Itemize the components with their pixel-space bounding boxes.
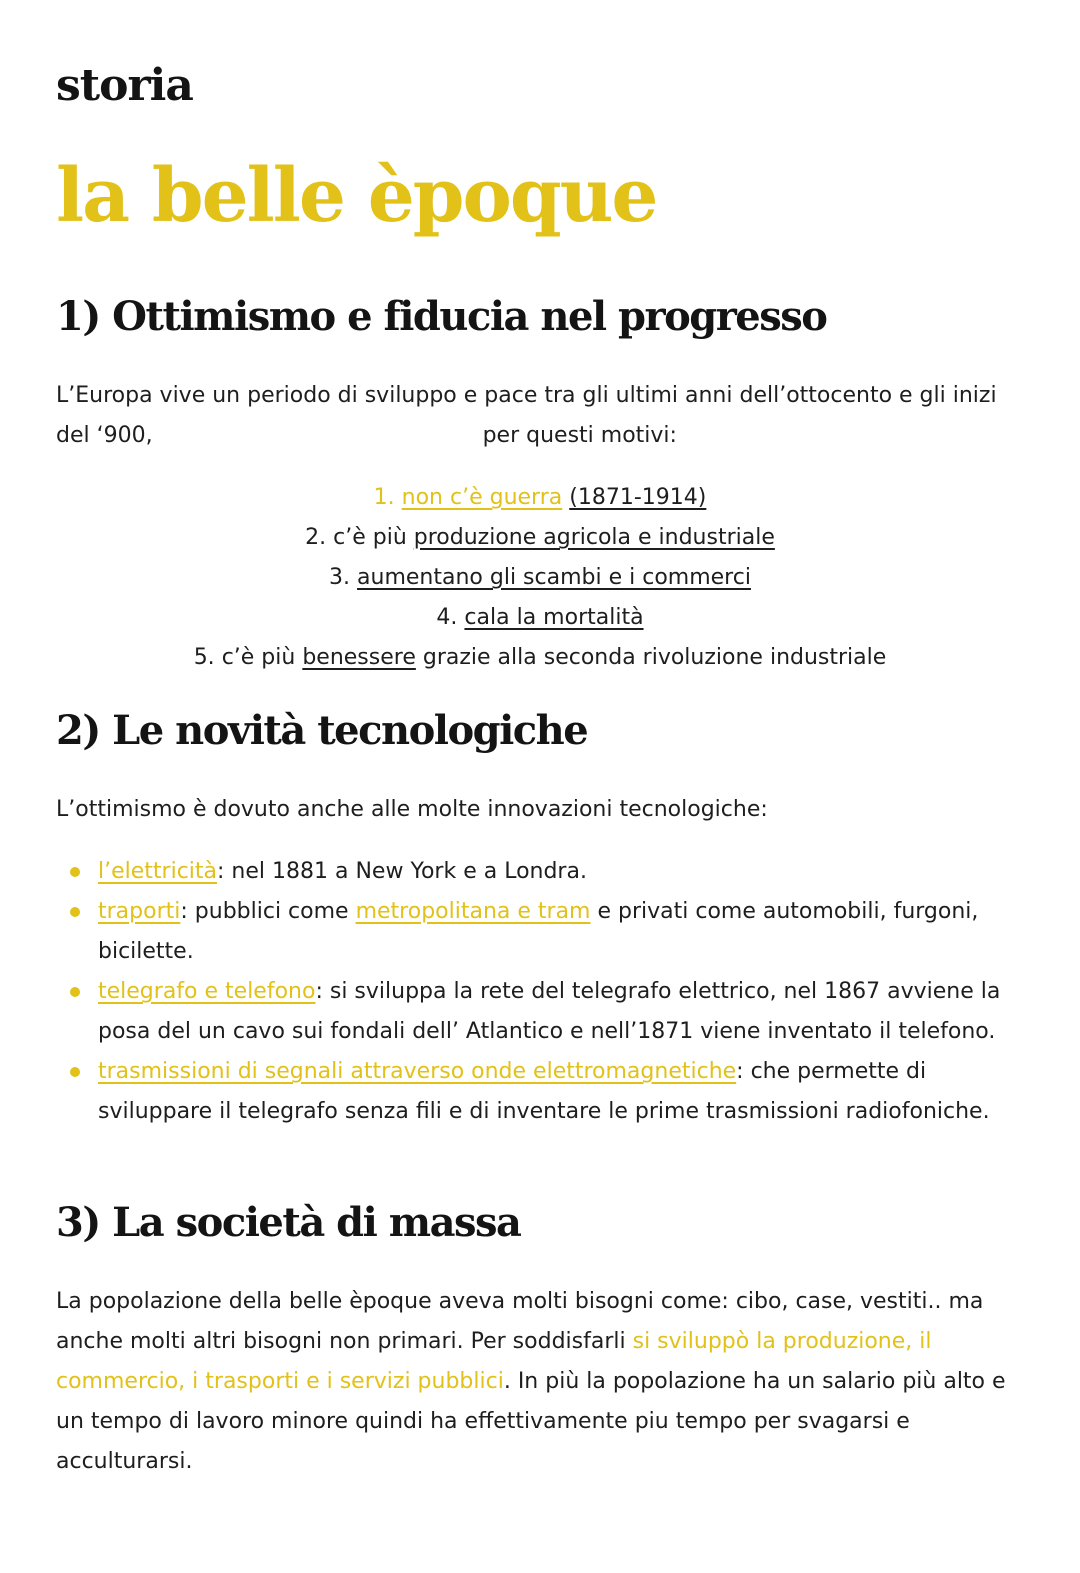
reason-text-2: produzione agricola e industriale xyxy=(413,525,775,550)
reason-num-1: 1. xyxy=(373,485,395,510)
section1-intro-line2-b: per questi motivi: xyxy=(482,423,677,448)
reason-year-1: (1871-1914) xyxy=(569,485,707,510)
subject-label: storia xyxy=(56,60,193,111)
innovation-term-2: traporti xyxy=(98,899,181,924)
section1-heading: 1) Ottimismo e fiducia nel progresso xyxy=(56,293,827,340)
reason-item-1 xyxy=(0,478,1080,518)
innovation-item-4 xyxy=(56,1052,1026,1132)
reason-num-5: 5. xyxy=(193,645,215,670)
innovation-text-4: : che permette di sviluppare il telegrafo senza fili e di inventare le prime trasmissioni radiofoniche. xyxy=(98,1059,990,1124)
reason-text-4: cala la mortalità xyxy=(464,605,644,630)
innovation-term-1: l’elettricità xyxy=(98,859,218,884)
innovations-list xyxy=(56,852,1026,1132)
innovation-item-1 xyxy=(56,852,1026,892)
page-title: la belle èpoque xyxy=(56,153,657,239)
innovation-text-2b: e privati come automobili, furgoni, bicilette. xyxy=(98,899,979,964)
innovation-term-3: telegrafo e telefono xyxy=(98,979,316,1004)
reason-item-5 xyxy=(0,638,1080,678)
reason-pre-5: c’è più xyxy=(221,645,296,670)
reason-post-5: grazie alla seconda rivoluzione industriale xyxy=(422,645,887,670)
section2-intro: L’ottimismo è dovuto anche alle molte innovazioni tecnologiche: xyxy=(56,797,768,822)
section1-intro-line1-text: L’Europa vive un periodo di sviluppo e pace tra gli ultimi anni dell’ottocento e gli inizi xyxy=(56,383,997,408)
reason-pre-2: c’è più xyxy=(333,525,407,550)
section3-heading: 3) La società di massa xyxy=(56,1199,521,1246)
section2-heading: 2) Le novità tecnologiche xyxy=(56,707,588,754)
reason-text-1: non c’è guerra xyxy=(401,485,563,510)
bullet-icon xyxy=(70,867,80,877)
bullet-icon xyxy=(70,1067,80,1077)
innovation-text-1: : nel 1881 a New York e a Londra. xyxy=(217,859,587,884)
innovation-term-2b: metropolitana e tram xyxy=(355,899,591,924)
reason-num-2: 2. xyxy=(305,525,327,550)
innovation-text-3: : si sviluppa la rete del telegrafo elettrico, nel 1867 avviene la posa del un cavo sui fondali dell’ Atlantico e nell’1871 viene inventato il telefono. xyxy=(98,979,1001,1044)
bullet-icon xyxy=(70,987,80,997)
section3-paragraph xyxy=(56,1282,1031,1482)
section1-intro-line2-a: del ‘900, xyxy=(56,423,153,448)
reason-num-4: 4. xyxy=(436,605,458,630)
section1-intro-line2 xyxy=(56,416,1026,456)
bullet-icon xyxy=(70,907,80,917)
reason-text-5: benessere xyxy=(302,645,416,670)
section1-intro-line1 xyxy=(56,376,1026,416)
section3-highlight: si sviluppò la produzione, il commercio, i trasporti e i servizi pubblici xyxy=(56,1329,932,1394)
reason-item-4 xyxy=(0,598,1080,638)
reasons-list xyxy=(0,478,1080,678)
reason-item-2 xyxy=(0,518,1080,558)
reason-num-3: 3. xyxy=(329,565,351,590)
section3-text-a: La popolazione della belle èpoque aveva molti bisogni come: cibo, case, vestiti.. ma anche molti altri bisogni non primari. Per soddisfarli xyxy=(56,1289,984,1354)
innovation-item-3 xyxy=(56,972,1026,1052)
section3-text-b: . In più la popolazione ha un salario più alto e un tempo di lavoro minore quindi ha effettivamente piu tempo per svagarsi e acculturarsi. xyxy=(56,1369,1006,1474)
reason-text-3: aumentano gli scambi e i commerci xyxy=(357,565,751,590)
innovation-item-2 xyxy=(56,892,1026,972)
reason-item-3 xyxy=(0,558,1080,598)
innovation-term-4: trasmissioni di segnali attraverso onde elettromagnetiche xyxy=(98,1059,737,1084)
innovation-text-2a: : pubblici come xyxy=(180,899,349,924)
